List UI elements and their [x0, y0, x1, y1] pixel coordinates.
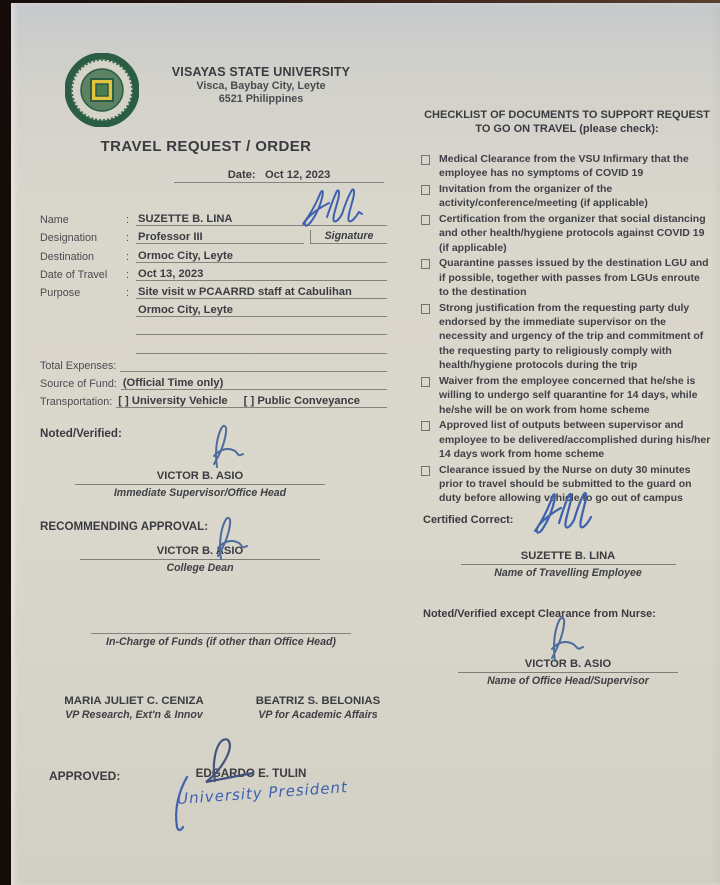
recommending-role: College Dean — [166, 562, 234, 574]
checklist-item — [421, 182, 717, 211]
checklist-title-line1: CHECKLIST OF DOCUMENTS TO SUPPORT REQUEST — [424, 109, 710, 121]
checklist-item-text: Clearance issued by the Nurse on duty 30 minutes prior to travel should be submitted to the guard on duty before allowing vehicle to go out of campus — [439, 463, 692, 505]
total-expenses-label: Total Expenses: — [40, 359, 117, 372]
vp2-role: VP for Academic Affairs — [258, 709, 378, 721]
checkbox-icon — [421, 377, 430, 387]
destination-value: Ormoc City, Leyte — [136, 250, 387, 263]
noted-except-label: Noted/Verified except Clearance from Nurse: — [423, 608, 656, 620]
incharge-caption: In-Charge of Funds (if other than Office Head) — [106, 636, 336, 648]
noted-except-name: VICTOR B. ASIO — [458, 658, 678, 673]
checklist-item-text: Quarantine passes issued by the destination LGU and if possible, together with passes from LGUs enroute to the destination — [439, 257, 709, 299]
designation-label: Designation — [40, 232, 98, 245]
field-row-total-expenses — [40, 354, 387, 372]
checklist-item-text: Approved list of outputs between supervisor and employee to be delivered/accomplished during his/her 14 days work from home scheme — [439, 419, 711, 461]
president-name: EDGARDO E. TULIN — [195, 767, 307, 780]
vp-signatories — [49, 695, 393, 721]
document-title: TRAVEL REQUEST / ORDER — [100, 138, 312, 155]
checkbox-icon — [421, 421, 430, 431]
vp1-name: MARIA JULIET C. CENIZA — [64, 695, 204, 707]
purpose-label: Purpose — [40, 286, 81, 299]
university-name: VISAYAS STATE UNIVERSITY — [171, 65, 351, 79]
signature-victor-asio-icon — [201, 515, 253, 561]
certified-role: Name of Travelling Employee — [494, 567, 642, 579]
destination-label: Destination — [40, 250, 95, 263]
checklist-item-text: Strong justification from the requesting party duly endorsed by the immediate supervisor on the necessity and urgency of the trip and commitment of the requesting party to religiously comply with health/hygiene protocols during the trip — [439, 301, 704, 372]
colon: : — [126, 232, 130, 245]
checkbox-icon — [421, 215, 430, 225]
purpose-line2-row — [40, 299, 387, 317]
travel-request-document — [11, 3, 720, 885]
blank-line-row — [40, 317, 387, 335]
noted-verified-label: Noted/Verified: — [40, 427, 122, 440]
checkbox-icon — [421, 155, 430, 165]
checkbox-icon — [421, 185, 430, 195]
checklist-item — [421, 212, 717, 255]
field-row-source-of-fund — [40, 372, 387, 390]
noted-verified-name: VICTOR B. ASIO — [75, 470, 325, 485]
letterhead — [141, 65, 381, 105]
university-address-line1: Visca, Baybay City, Leyte — [196, 80, 326, 92]
recommending-name: VICTOR B. ASIO — [80, 545, 320, 560]
field-row-destination — [40, 244, 387, 262]
blank-line — [136, 353, 387, 354]
colon: : — [126, 250, 130, 263]
checklist-items — [421, 152, 717, 507]
university-address-line2: 6521 Philippines — [218, 93, 304, 105]
signature-edgardo-tulin-icon — [153, 735, 273, 833]
signature-victor-asio-icon — [535, 615, 589, 663]
university-seal-icon — [65, 53, 139, 127]
checklist-item — [421, 152, 717, 181]
source-of-fund-label: Source of Fund: — [40, 377, 117, 390]
checklist-item — [421, 256, 717, 299]
checklist-item — [421, 301, 717, 373]
certified-correct-label: Certified Correct: — [423, 514, 514, 526]
date-of-travel-value: Oct 13, 2023 — [136, 268, 387, 281]
checklist-item — [421, 374, 717, 417]
signature-suzette-lina-icon — [531, 489, 593, 539]
field-row-date-of-travel — [40, 263, 387, 281]
designation-value: Professor III — [136, 231, 304, 244]
incharge-of-funds-section — [91, 619, 351, 648]
checkbox-icon — [421, 466, 430, 476]
date-line — [174, 169, 384, 183]
field-row-transportation — [40, 390, 387, 408]
blank-line — [136, 334, 387, 335]
incharge-signature-line — [91, 619, 351, 634]
checklist-item-text: Certification from the organizer that social distancing and other health/hygiene protocols against COVID 19 (if applicable) — [439, 212, 706, 254]
recommending-approval-section — [40, 520, 360, 574]
checklist-title-line2: TO GO ON TRAVEL (please check): — [475, 123, 659, 135]
field-row-purpose — [40, 281, 387, 299]
university-vehicle-option: [ ] University Vehicle — [118, 395, 228, 408]
blank-line-row — [40, 335, 387, 353]
signature-cell-label: Signature — [310, 230, 387, 244]
purpose-value-line1: Site visit w PCAARRD staff at Cabulihan — [136, 286, 387, 299]
colon: : — [126, 286, 130, 299]
vp1-role: VP Research, Ext'n & Innov — [65, 709, 203, 721]
date-label: Date: — [227, 169, 256, 181]
president-handwritten-role: University President — [176, 778, 349, 808]
signature-victor-asio-icon — [197, 423, 249, 469]
approved-label: APPROVED: — [49, 769, 121, 783]
recommending-approval-label: RECOMMENDING APPROVAL: — [40, 520, 209, 533]
checkbox-icon — [421, 259, 430, 269]
purpose-value-line2: Ormoc City, Leyte — [136, 304, 387, 317]
name-label: Name — [40, 214, 69, 227]
noted-except-role: Name of Office Head/Supervisor — [487, 675, 649, 687]
checklist-item-text: Invitation from the organizer of the activity/conference/meeting (if applicable) — [439, 182, 648, 210]
public-conveyance-option: [ ] Public Conveyance — [243, 395, 360, 408]
checklist-item-text: Medical Clearance from the VSU Infirmary that the employee has no symptoms of COVID 19 — [439, 153, 689, 180]
colon: : — [126, 214, 130, 227]
checklist-column — [415, 108, 719, 687]
vp2-name: BEATRIZ S. BELONIAS — [255, 695, 381, 707]
signature-suzette-lina-icon — [299, 186, 365, 232]
colon: : — [126, 268, 130, 281]
date-of-travel-label: Date of Travel — [40, 268, 108, 281]
noted-verified-role: Immediate Supervisor/Office Head — [113, 487, 287, 499]
transportation-label: Transportation: — [40, 396, 113, 409]
transportation-options — [116, 395, 387, 408]
checklist-title — [415, 108, 719, 136]
checklist-item — [421, 418, 717, 461]
name-value: SUZETTE B. LINA — [136, 213, 387, 226]
request-form — [40, 208, 387, 408]
checkbox-icon — [421, 304, 430, 314]
total-expenses-value — [120, 371, 387, 372]
source-of-fund-value: (Official Time only) — [121, 377, 387, 390]
date-value: Oct 12, 2023 — [265, 169, 331, 181]
checklist-item-text: Waiver from the employee concerned that he/she is willing to undergo self quarantine for 14 days, while he/she will be on work from home scheme — [439, 374, 698, 416]
certified-name: SUZETTE B. LINA — [461, 550, 676, 565]
